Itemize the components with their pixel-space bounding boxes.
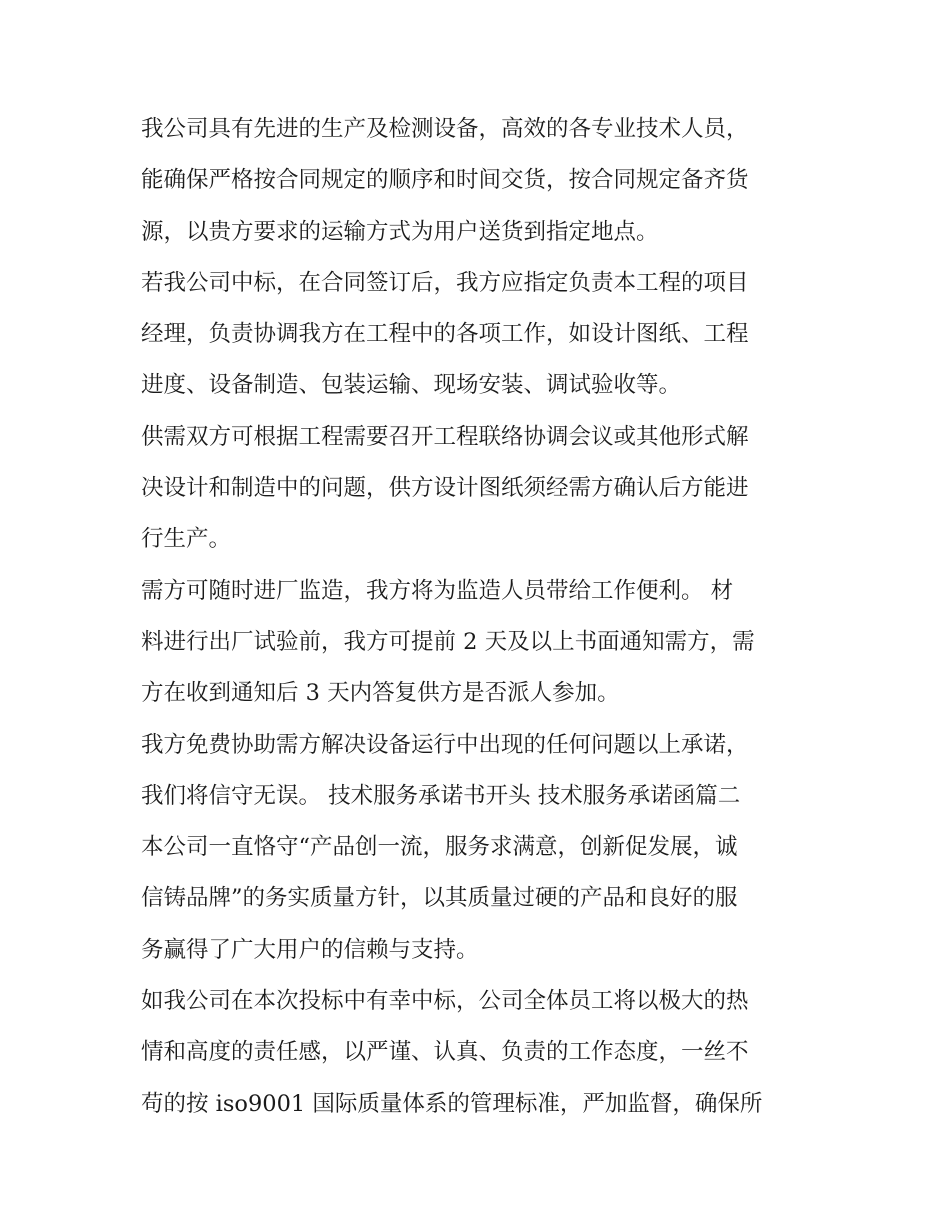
text-line: 情和高度的责任感，以严谨、认真、负责的工作态度，一丝不 <box>141 1039 749 1066</box>
text-line: 若我公司中标，在合同签订后，我方应指定负责本工程的项目 <box>141 269 749 296</box>
text-line: 务赢得了广大用户的信赖与支持。 <box>141 936 479 963</box>
text-line: 我们将信守无误。 技术服务承诺书开头 技术服务承诺函篇二 <box>141 782 741 809</box>
text-line: 如我公司在本次投标中有幸中标，公司全体员工将以极大的热 <box>141 988 749 1015</box>
text-line: 需方可随时进厂监造，我方将为监造人员带给工作便利。 材 <box>141 577 734 604</box>
text-line: 供需双方可根据工程需要召开工程联络协调会议或其他形式解 <box>141 423 749 450</box>
text-line: 进度、设备制造、包装运输、现场安装、调试验收等。 <box>141 372 682 399</box>
text-line: 决设计和制造中的问题，供方设计图纸须经需方确认后方能进 <box>141 475 749 502</box>
paragraph-coordination <box>141 412 813 566</box>
paragraph-supervision <box>141 566 813 720</box>
text-line: 源，以贵方要求的运输方式为用户送货到指定地点。 <box>141 218 659 245</box>
document-body <box>141 104 813 1130</box>
text-line: 方在收到通知后 3 天内答复供方是否派人参加。 <box>141 680 620 707</box>
text-line: 信铸品牌”的务实质量方针，以其质量过硬的产品和良好的服 <box>141 885 738 912</box>
paragraph-project-manager <box>141 258 813 412</box>
text-line: 能确保严格按合同规定的顺序和时间交货，按合同规定备齐货 <box>141 167 749 194</box>
text-line: 我公司具有先进的生产及检测设备，高效的各专业技术人员， <box>141 116 749 142</box>
text-line: 行生产。 <box>141 526 232 553</box>
text-line: 苟的按 iso9001 国际质量体系的管理标准，严加监督，确保所 <box>141 1090 763 1117</box>
text-line: 本公司一直恪守“产品创一流，服务求满意，创新促发展，诚 <box>141 834 738 861</box>
paragraph-delivery <box>141 104 813 258</box>
paragraph-quality-standard <box>141 976 813 1130</box>
text-line: 我方免费协助需方解决设备运行中出现的任何问题以上承诺， <box>141 731 749 758</box>
text-line: 料进行出厂试验前，我方可提前 2 天及以上书面通知需方，需 <box>141 628 755 655</box>
paragraph-commitment <box>141 720 813 976</box>
text-line: 经理，负责协调我方在工程中的各项工作，如设计图纸、工程 <box>141 321 749 348</box>
